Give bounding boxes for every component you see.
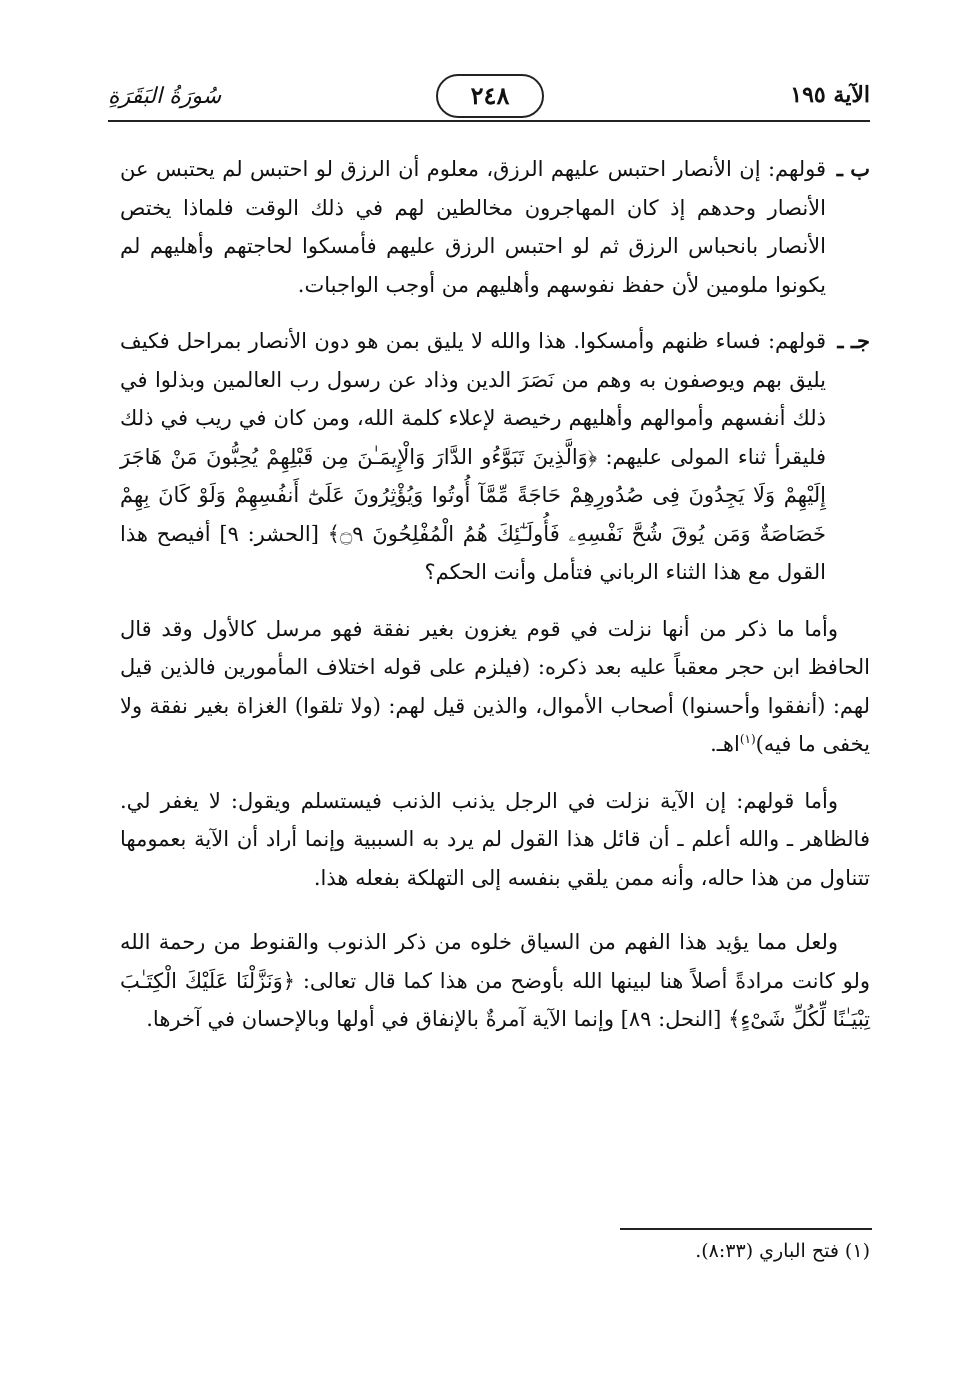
item-text-continued: [الحشر: ٩] أفيصح هذا القول مع هذا الثناء الرباني فتأمل وأنت الحكم؟ <box>120 521 826 584</box>
list-item-ba <box>120 150 870 304</box>
item-marker: جـ ـ <box>837 328 870 353</box>
paragraph <box>120 782 870 898</box>
page-body <box>120 150 870 1057</box>
footnote-reference: (١) <box>739 732 756 746</box>
footnote: (١) فتح الباري (٨:٣٣). <box>695 1240 870 1262</box>
paragraph-text-end: [النحل: ٨٩] وإنما الآية آمرةٌ بالإنفاق في أولها وبالإحسان في آخرها. <box>146 1007 729 1031</box>
quran-verse: ﴿وَنَزَّلْنَا عَلَيْكَ الْكِتَـٰبَ تِبْيَـٰنًا لِّكُلِّ شَىْءٍ﴾ <box>120 968 870 1031</box>
quran-verse: ﴿وَالَّذِينَ تَبَوَّءُو الدَّارَ وَالْإِيمَـٰنَ مِن قَبْلِهِمْ يُحِبُّونَ مَنْ هَاجَرَ إِلَيْهِمْ وَلَا يَجِدُونَ فِى صُدُورِهِمْ حَاجَةً مِّمَّآ أُوتُوا وَيُؤْثِرُونَ عَلَىٰٓ أَنفُسِهِمْ وَلَوْ كَانَ بِهِمْ خَصَاصَةٌ وَمَن يُوقَ شُحَّ نَفْسِهِۦ فَأُولَـٰٓئِكَ هُمُ الْمُفْلِحُونَ ۝٩﴾ <box>120 444 827 546</box>
paragraph-text-end: اهـ. <box>710 732 740 756</box>
paragraph <box>120 610 870 764</box>
paragraph-text: ولعل مما يؤيد هذا الفهم من السياق خلوه من ذكر الذنوب والقنوط من رحمة الله ولو كانت مرادةً أصلاً هنا لبينها الله بأوضح من هذا كما قال تعالى: <box>120 930 870 993</box>
surah-name: سُورَةُ البَقَرَةِ <box>108 84 222 109</box>
item-marker: ب ـ <box>836 156 870 181</box>
paragraph-text: وأما ما ذكر من أنها نزلت في قوم يغزون بغير نفقة فهو مرسل كالأول وقد قال الحافظ ابن حجر معقباً عليه بعد ذكره: (فيلزم على قوله اختلاف المأمورين فالذين قيل لهم: (أنفقوا وأحسنوا) أصحاب الأموال، والذين قيل لهم: (ولا تلقوا) الغزاة بغير نفقة ولا يخفى ما فيه) <box>120 616 870 756</box>
list-item-jim <box>120 322 870 592</box>
page-header <box>108 70 870 122</box>
item-text: قولهم: إن الأنصار احتبس عليهم الرزق، معلوم أن الرزق لو احتبس لم يحتبس عن الأنصار وحدهم إذ كان المهاجرون مخالطين لهم في ذلك الوقت فلماذا يختص الأنصار بانحباس الرزق ثم لو احتبس الرزق عليهم فأمسكوا لحاجتهم وأهليهم لم يكونوا ملومين لأن حفظ نفوسهم وأهليهم من أوجب الواجبات. <box>120 157 826 297</box>
paragraph <box>120 923 870 1039</box>
verse-label: الآية ١٩٥ <box>790 82 870 108</box>
paragraph-text: وأما قولهم: إن الآية نزلت في الرجل يذنب الذنب فيستسلم ويقول: لا يغفر لي. فالظاهر ـ والله أعلم ـ أن قائل هذا القول لم يرد به السببية وإنما أراد أن الآية بعمومها تتناول من هذا حاله، وأنه ممن يلقي بنفسه إلى التهلكة بفعله هذا. <box>120 788 870 890</box>
item-text: قولهم: فساء ظنهم وأمسكوا. هذا والله لا يليق بمن هو دون الأنصار بمراحل فكيف يليق بهم ويوصفون به وهم من نَصَرَ الدين وذاد عن رسول رب العالمين وبذلوا في ذلك أنفسهم وأموالهم وأهليهم رخيصة لإعلاء كلمة الله، ومن كان في ريب في ذلك فليقرأ ثناء المولى عليهم: <box>120 329 826 469</box>
footnote-divider <box>620 1228 872 1230</box>
page-number: ٢٤٨ <box>436 74 544 118</box>
